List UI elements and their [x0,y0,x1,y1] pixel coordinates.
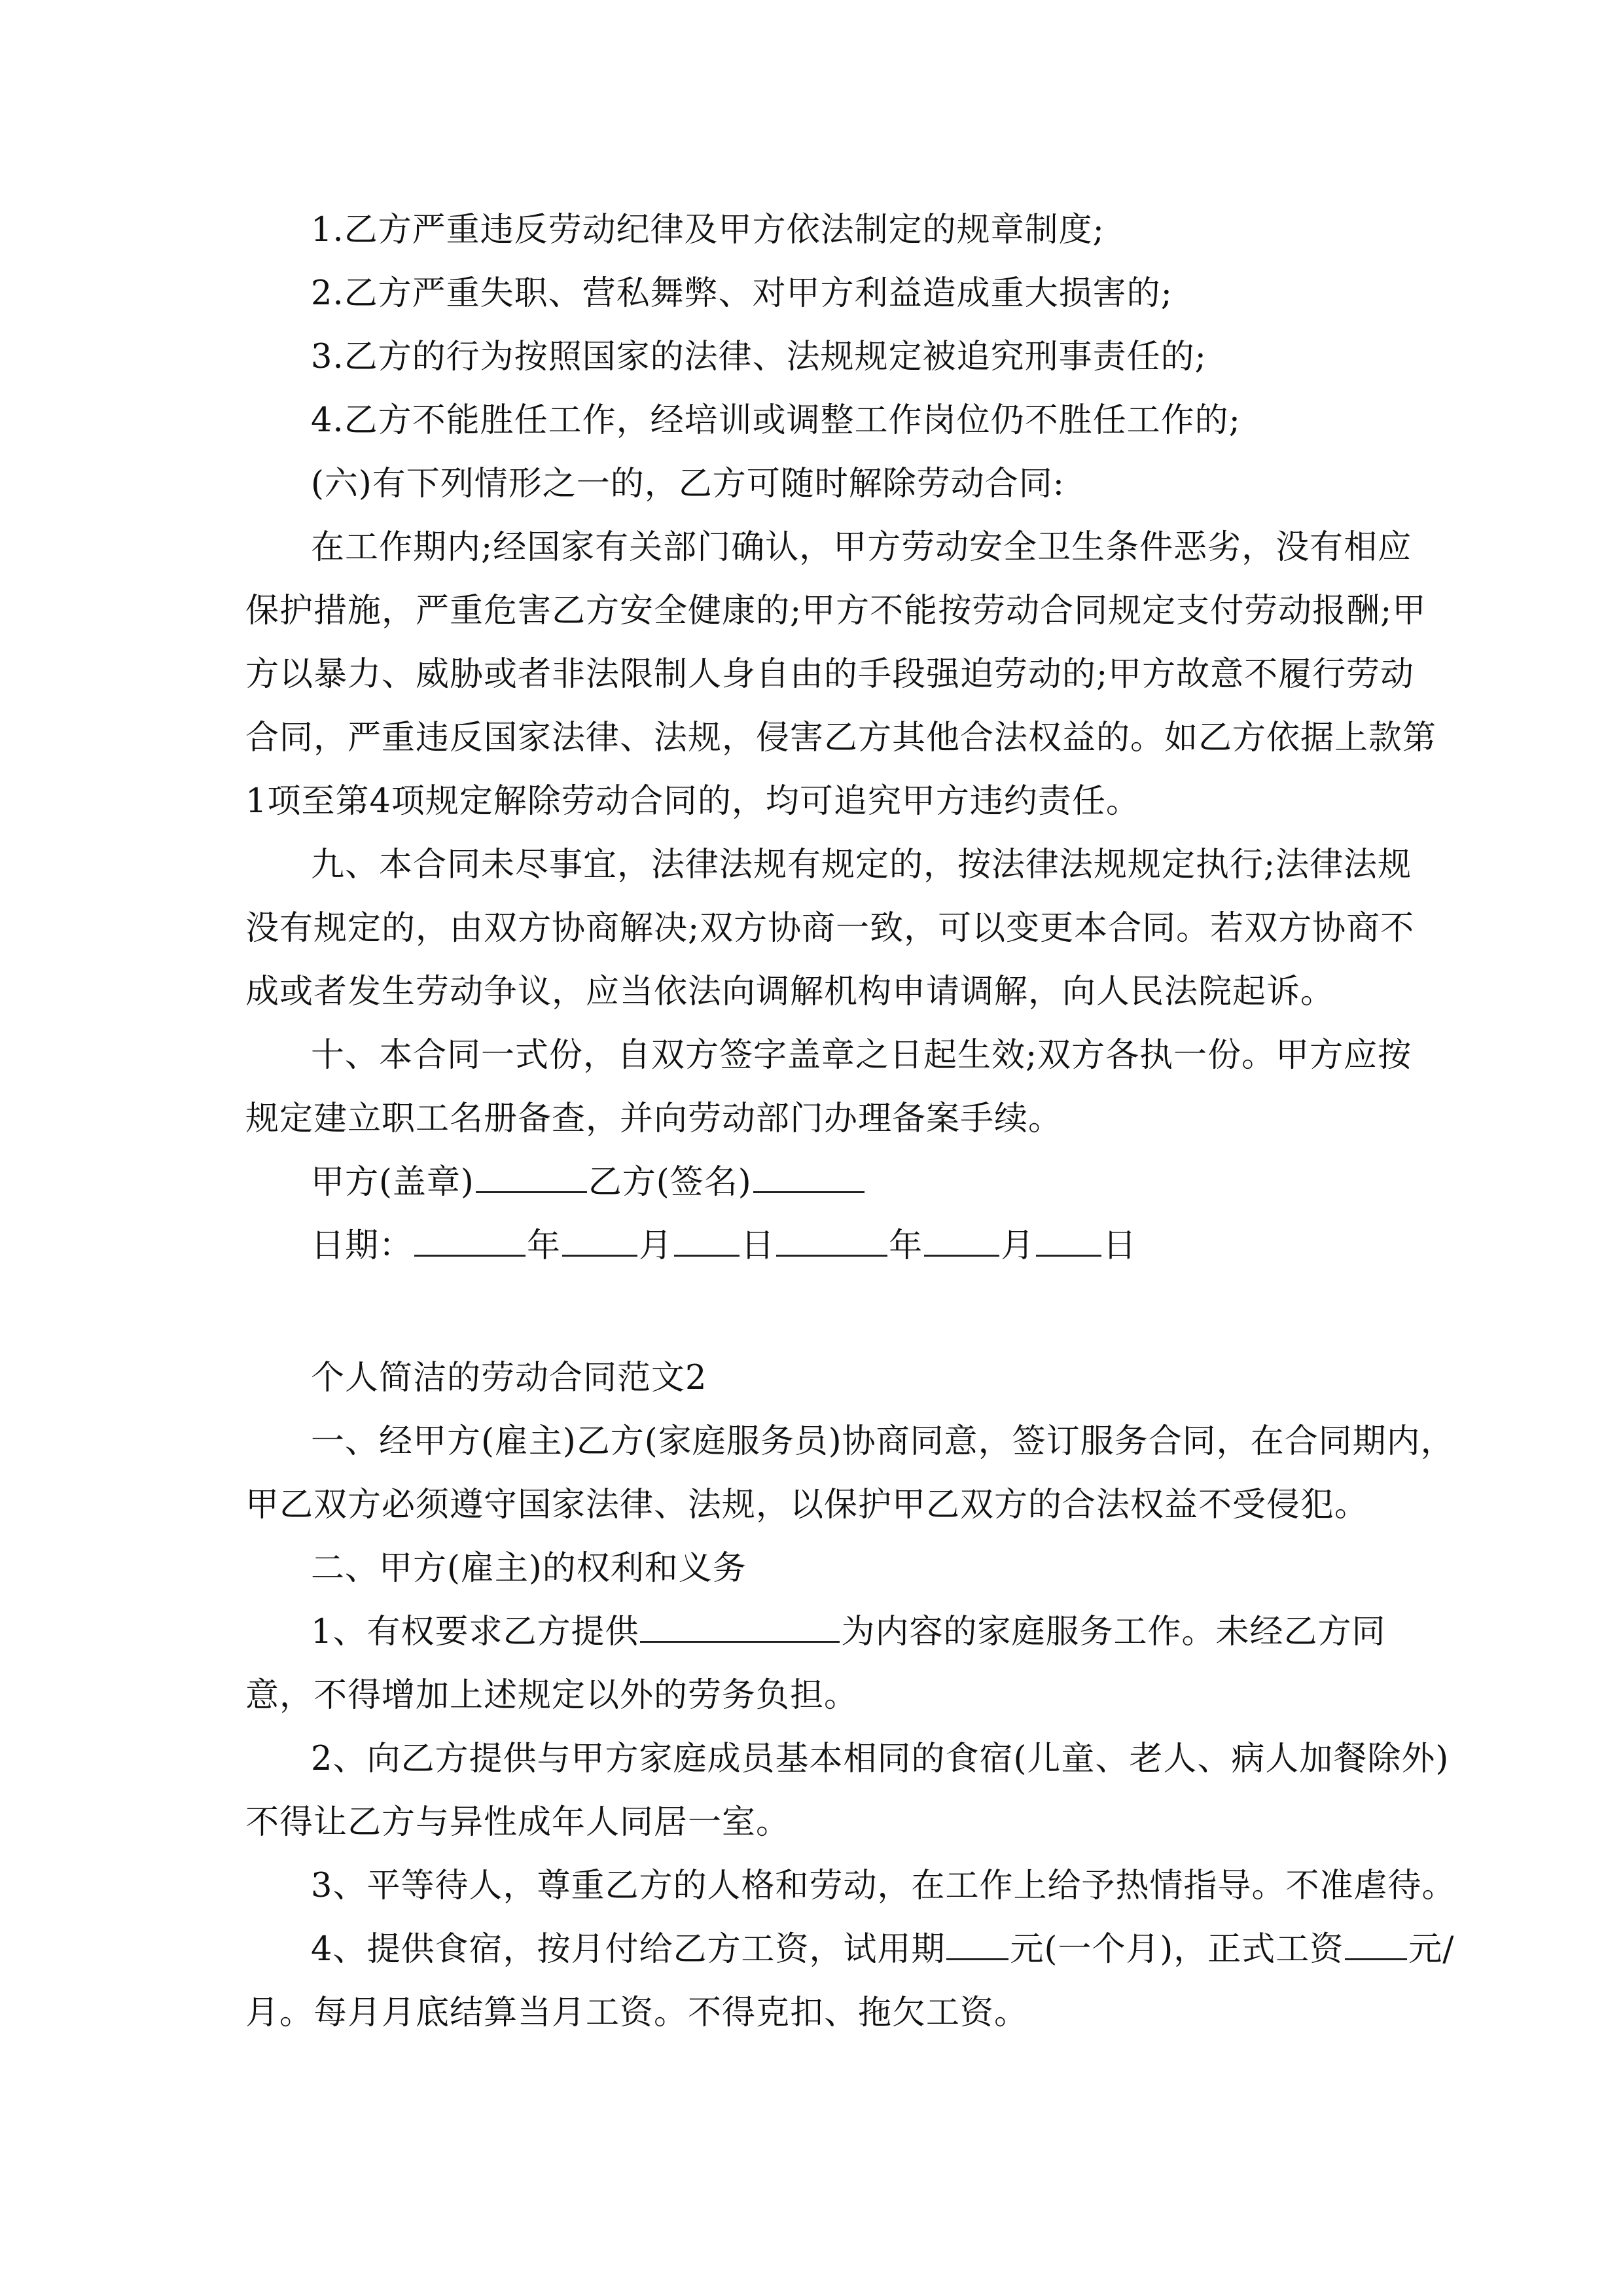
party-a-seal-label: 甲方(盖章) [311,1163,474,1202]
article-ten-line: 规定建立职工名册备查，并向劳动部门办理备案手续。 [245,1100,1063,1138]
article-two-heading: 二、甲方(雇主)的权利和义务 [311,1549,747,1588]
party-b-signature-blank[interactable] [753,1165,865,1193]
clause-six-paragraph-line: 方以暴力、威胁或者非法限制人身自由的手段强迫劳动的;甲方故意不履行劳动 [245,655,1415,694]
duty-item-1-prefix: 1、有权要求乙方提供 [311,1613,639,1651]
duty-item-4-line2: 月。每月月底结算当月工资。不得克扣、拖欠工资。 [245,1994,1029,2032]
month-blank[interactable] [924,1229,999,1257]
probation-wage-blank[interactable] [946,1932,1008,1960]
contract-body-part2 [245,1346,1456,2045]
day-label: 日 [1103,1227,1137,1265]
duty-item-1-line2: 意，不得增加上述规定以外的劳务负担。 [245,1676,859,1715]
duty-item-4-part3: 元/ [1408,1930,1455,1969]
service-content-blank[interactable] [640,1615,840,1643]
duty-item-4-part1: 4、提供食宿，按月付给乙方工资，试用期 [311,1930,946,1969]
article-one-line: 一、经甲方(雇主)乙方(家庭服务员)协商同意，签订服务合同，在合同期内， [311,1422,1455,1461]
termination-item-4: 4.乙方不能胜任工作，经培训或调整工作岗位仍不胜任工作的; [311,401,1241,440]
termination-item-1: 1.乙方严重违反劳动纪律及甲方依法制定的规章制度; [311,211,1105,249]
article-nine-line: 没有规定的，由双方协商解决;双方协商一致，可以变更本合同。若双方协商不 [245,909,1415,948]
year-label: 年 [527,1227,562,1265]
duty-item-3: 3、平等待人，尊重乙方的人格和劳动，在工作上给予热情指导。不准虐待。 [311,1867,1456,1905]
clause-six-heading: (六)有下列情形之一的，乙方可随时解除劳动合同: [311,465,1065,503]
month-label: 月 [1001,1227,1035,1265]
date-line [245,1214,1397,1278]
termination-item-2: 2.乙方严重失职、营私舞弊、对甲方利益造成重大损害的; [311,274,1173,313]
article-nine-line: 九、本合同未尽事宜，法律法规有规定的，按法律法规规定执行;法律法规 [311,846,1412,884]
duty-item-4-part2: 元(一个月)，正式工资 [1010,1930,1344,1969]
clause-six-paragraph-line: 在工作期内;经国家有关部门确认，甲方劳动安全卫生条件恶劣，没有相应 [311,528,1412,567]
day-label: 日 [741,1227,776,1265]
clause-six-paragraph-line: 保护措施，严重危害乙方安全健康的;甲方不能按劳动合同规定支付劳动报酬;甲 [245,592,1427,630]
clause-six-paragraph-line: 合同，严重违反国家法律、法规，侵害乙方其他合法权益的。如乙方依据上款第 [245,719,1437,757]
year-blank[interactable] [776,1229,887,1257]
day-blank[interactable] [674,1229,740,1257]
party-a-seal-blank[interactable] [476,1165,587,1193]
duty-item-4 [245,1918,1455,1981]
article-ten-line: 十、本合同一式份，自双方签字盖章之日起生效;双方各执一份。甲方应按 [311,1036,1412,1075]
formal-wage-blank[interactable] [1345,1932,1407,1960]
year-blank[interactable] [414,1229,526,1257]
month-label: 月 [639,1227,673,1265]
day-blank[interactable] [1036,1229,1101,1257]
contract-body-part1 [245,198,1437,1278]
duty-item-2-line: 2、向乙方提供与甲方家庭成员基本相同的食宿(儿童、老人、病人加餐除外) [311,1740,1450,1778]
date-label: 日期： [311,1227,414,1265]
year-label: 年 [889,1227,923,1265]
article-one-line: 甲乙双方必须遵守国家法律、法规，以保护甲乙双方的合法权益不受侵犯。 [245,1486,1369,1524]
duty-item-1-suffix: 为内容的家庭服务工作。未经乙方同 [841,1613,1386,1651]
termination-item-3: 3.乙方的行为按照国家的法律、法规规定被追究刑事责任的; [311,338,1207,376]
party-b-signature-label: 乙方(签名) [588,1163,752,1202]
duty-item-2-line: 不得让乙方与异性成年人同居一室。 [245,1803,791,1842]
month-blank[interactable] [562,1229,637,1257]
signature-line [245,1151,1397,1214]
duty-item-1 [245,1600,1397,1664]
article-nine-line: 成或者发生劳动争议，应当依法向调解机构申请调解，向人民法院起诉。 [245,973,1335,1011]
clause-six-paragraph-line: 1项至第4项规定解除劳动合同的，均可追究甲方违约责任。 [245,782,1140,821]
section-title: 个人简洁的劳动合同范文2 [311,1359,707,1397]
